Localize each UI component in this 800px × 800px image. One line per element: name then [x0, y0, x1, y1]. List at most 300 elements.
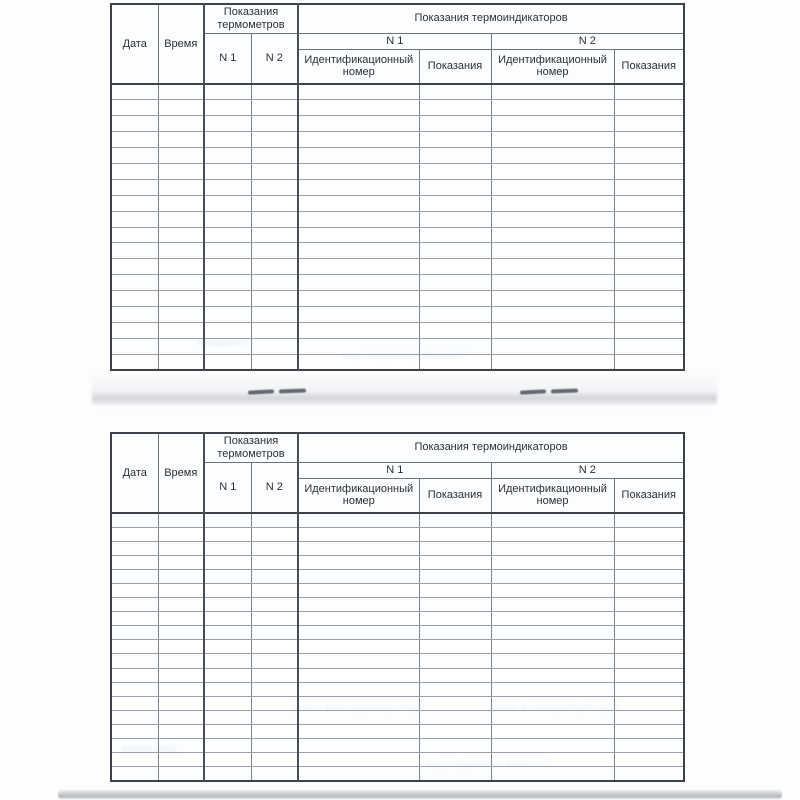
- empty-cell: [111, 541, 158, 555]
- empty-cell: [158, 626, 204, 640]
- empty-cell: [419, 243, 491, 259]
- empty-cell: [614, 259, 684, 275]
- table-row: [111, 84, 684, 100]
- header-cell-indicator-n1: N 1: [298, 33, 491, 49]
- empty-cell: [251, 598, 298, 612]
- empty-cell: [491, 626, 614, 640]
- header-cell-readings-n1: Показания: [419, 49, 491, 84]
- empty-cell: [419, 724, 491, 738]
- empty-cell: [204, 555, 251, 569]
- empty-cell: [298, 668, 419, 682]
- table-row: [111, 275, 684, 291]
- table-row: [111, 100, 684, 116]
- header-cell-readings-n2: Показания: [614, 478, 684, 513]
- header-cell-thermometer-n2: N 2: [251, 33, 298, 84]
- empty-cell: [419, 259, 491, 275]
- empty-cell: [111, 211, 158, 227]
- empty-cell: [419, 555, 491, 569]
- table-row: [111, 569, 684, 583]
- empty-cell: [204, 696, 251, 710]
- empty-cell: [204, 116, 251, 132]
- empty-cell: [204, 654, 251, 668]
- empty-cell: [251, 227, 298, 243]
- header-cell-time: Время: [158, 4, 204, 84]
- empty-cell: [614, 739, 684, 753]
- empty-cell: [251, 116, 298, 132]
- empty-cell: [204, 626, 251, 640]
- empty-cell: [204, 668, 251, 682]
- empty-cell: [491, 163, 614, 179]
- table-row: [111, 211, 684, 227]
- empty-cell: [491, 306, 614, 322]
- empty-cell: [204, 569, 251, 583]
- table-row: [111, 243, 684, 259]
- empty-cell: [491, 84, 614, 100]
- empty-cell: [614, 148, 684, 164]
- empty-cell: [491, 541, 614, 555]
- empty-cell: [491, 555, 614, 569]
- empty-cell: [251, 696, 298, 710]
- empty-cell: [491, 195, 614, 211]
- empty-cell: [158, 710, 204, 724]
- empty-cell: [158, 354, 204, 370]
- empty-cell: [614, 322, 684, 338]
- empty-cell: [419, 640, 491, 654]
- empty-cell: [111, 116, 158, 132]
- empty-cell: [614, 527, 684, 541]
- empty-cell: [251, 513, 298, 527]
- empty-cell: [158, 654, 204, 668]
- empty-cell: [491, 243, 614, 259]
- empty-cell: [111, 84, 158, 100]
- empty-cell: [251, 583, 298, 597]
- empty-cell: [204, 195, 251, 211]
- empty-cell: [298, 100, 419, 116]
- empty-cell: [419, 195, 491, 211]
- table-row: [111, 696, 684, 710]
- empty-cell: [419, 338, 491, 354]
- table-row: [111, 654, 684, 668]
- empty-cell: [419, 322, 491, 338]
- empty-cell: [419, 179, 491, 195]
- table-row: [111, 598, 684, 612]
- empty-cell: [614, 179, 684, 195]
- table-row: [111, 668, 684, 682]
- page-edge-shadow: [92, 372, 717, 406]
- empty-cell: [204, 710, 251, 724]
- empty-cell: [614, 682, 684, 696]
- empty-cell: [614, 541, 684, 555]
- empty-cell: [251, 527, 298, 541]
- empty-cell: [111, 179, 158, 195]
- empty-cell: [614, 569, 684, 583]
- empty-cell: [491, 354, 614, 370]
- empty-cell: [614, 640, 684, 654]
- empty-cell: [298, 195, 419, 211]
- scan-bottom-edge-band: [58, 790, 782, 799]
- table-row: [111, 710, 684, 724]
- empty-cell: [614, 598, 684, 612]
- empty-cell: [204, 753, 251, 767]
- table-row: [111, 682, 684, 696]
- empty-cell: [419, 275, 491, 291]
- empty-cell: [491, 322, 614, 338]
- empty-cell: [298, 696, 419, 710]
- empty-cell: [491, 682, 614, 696]
- empty-cell: [251, 195, 298, 211]
- empty-cell: [491, 598, 614, 612]
- empty-cell: [491, 513, 614, 527]
- empty-cell: [158, 163, 204, 179]
- empty-cell: [614, 668, 684, 682]
- empty-cell: [251, 710, 298, 724]
- header-cell-indicator-n2: N 2: [491, 462, 684, 478]
- temperature-log-table-bottom: [110, 432, 685, 782]
- empty-cell: [419, 626, 491, 640]
- empty-cell: [111, 306, 158, 322]
- empty-cell: [298, 322, 419, 338]
- empty-cell: [111, 527, 158, 541]
- empty-cell: [158, 569, 204, 583]
- empty-cell: [251, 148, 298, 164]
- empty-cell: [111, 654, 158, 668]
- empty-cell: [614, 338, 684, 354]
- empty-cell: [204, 84, 251, 100]
- empty-cell: [204, 598, 251, 612]
- empty-cell: [251, 163, 298, 179]
- empty-cell: [204, 211, 251, 227]
- empty-cell: [491, 724, 614, 738]
- empty-cell: [491, 291, 614, 307]
- empty-cell: [614, 354, 684, 370]
- empty-cell: [158, 338, 204, 354]
- empty-cell: [614, 612, 684, 626]
- empty-cell: [419, 211, 491, 227]
- empty-cell: [158, 148, 204, 164]
- empty-cell: [298, 682, 419, 696]
- empty-cell: [158, 179, 204, 195]
- empty-cell: [158, 640, 204, 654]
- empty-cell: [614, 753, 684, 767]
- table-row: [111, 338, 684, 354]
- header-cell-date: Дата: [111, 4, 158, 84]
- empty-cell: [158, 682, 204, 696]
- empty-cell: [111, 612, 158, 626]
- empty-cell: [491, 739, 614, 753]
- empty-cell: [204, 275, 251, 291]
- table-row: [111, 291, 684, 307]
- header-cell-date: Дата: [111, 433, 158, 513]
- empty-cell: [298, 259, 419, 275]
- table-row: [111, 739, 684, 753]
- empty-cell: [491, 259, 614, 275]
- table-row: [111, 753, 684, 767]
- table-row: [111, 148, 684, 164]
- empty-cell: [251, 555, 298, 569]
- empty-cell: [204, 583, 251, 597]
- empty-cell: [251, 291, 298, 307]
- table-row: [111, 116, 684, 132]
- table-row: [111, 612, 684, 626]
- empty-cell: [419, 513, 491, 527]
- table-row: [111, 132, 684, 148]
- header-cell-indicator-n1: N 1: [298, 462, 491, 478]
- empty-cell: [491, 338, 614, 354]
- empty-cell: [419, 84, 491, 100]
- empty-cell: [419, 668, 491, 682]
- empty-cell: [111, 132, 158, 148]
- header-cell-thermoindicators-group: Показания термоиндикаторов: [298, 4, 684, 33]
- empty-cell: [204, 243, 251, 259]
- empty-cell: [419, 132, 491, 148]
- empty-cell: [419, 227, 491, 243]
- empty-cell: [111, 640, 158, 654]
- empty-cell: [251, 259, 298, 275]
- empty-cell: [491, 211, 614, 227]
- empty-cell: [158, 555, 204, 569]
- empty-cell: [158, 116, 204, 132]
- table-row: [111, 322, 684, 338]
- empty-cell: [614, 132, 684, 148]
- empty-cell: [491, 668, 614, 682]
- empty-cell: [298, 306, 419, 322]
- empty-cell: [251, 211, 298, 227]
- empty-cell: [491, 100, 614, 116]
- empty-cell: [158, 598, 204, 612]
- empty-cell: [419, 654, 491, 668]
- empty-cell: [204, 612, 251, 626]
- empty-cell: [158, 291, 204, 307]
- empty-cell: [614, 767, 684, 781]
- empty-cell: [111, 569, 158, 583]
- empty-cell: [419, 710, 491, 724]
- empty-cell: [251, 668, 298, 682]
- empty-cell: [158, 306, 204, 322]
- empty-cell: [111, 243, 158, 259]
- empty-cell: [419, 541, 491, 555]
- empty-cell: [111, 513, 158, 527]
- empty-cell: [111, 148, 158, 164]
- empty-cell: [158, 259, 204, 275]
- empty-cell: [111, 227, 158, 243]
- table-row: [111, 555, 684, 569]
- table-body: [111, 513, 684, 781]
- table-row: [111, 195, 684, 211]
- empty-cell: [251, 569, 298, 583]
- empty-cell: [614, 211, 684, 227]
- header-cell-time: Время: [158, 433, 204, 513]
- header-cell-readings-n2: Показания: [614, 49, 684, 84]
- empty-cell: [298, 227, 419, 243]
- table-row: [111, 541, 684, 555]
- empty-cell: [111, 724, 158, 738]
- empty-cell: [251, 338, 298, 354]
- table-row: [111, 227, 684, 243]
- empty-cell: [251, 724, 298, 738]
- header-cell-thermometers-group: Показания термометров: [204, 4, 298, 33]
- empty-cell: [614, 84, 684, 100]
- empty-cell: [158, 583, 204, 597]
- empty-cell: [298, 291, 419, 307]
- empty-cell: [614, 116, 684, 132]
- empty-cell: [204, 724, 251, 738]
- empty-cell: [158, 132, 204, 148]
- empty-cell: [251, 322, 298, 338]
- empty-cell: [204, 541, 251, 555]
- empty-cell: [614, 163, 684, 179]
- empty-cell: [204, 306, 251, 322]
- empty-cell: [419, 583, 491, 597]
- empty-cell: [614, 654, 684, 668]
- empty-cell: [204, 354, 251, 370]
- empty-cell: [614, 100, 684, 116]
- table-row: [111, 354, 684, 370]
- empty-cell: [251, 654, 298, 668]
- empty-cell: [204, 227, 251, 243]
- table-header: [111, 433, 684, 513]
- empty-cell: [614, 306, 684, 322]
- empty-cell: [158, 84, 204, 100]
- empty-cell: [298, 753, 419, 767]
- empty-cell: [111, 195, 158, 211]
- empty-cell: [158, 541, 204, 555]
- empty-cell: [298, 569, 419, 583]
- empty-cell: [614, 724, 684, 738]
- empty-cell: [614, 227, 684, 243]
- table-row: [111, 626, 684, 640]
- empty-cell: [204, 291, 251, 307]
- empty-cell: [251, 243, 298, 259]
- empty-cell: [251, 626, 298, 640]
- temperature-log-table-top: [110, 3, 685, 371]
- empty-cell: [111, 753, 158, 767]
- empty-cell: [204, 100, 251, 116]
- empty-cell: [111, 322, 158, 338]
- empty-cell: [614, 696, 684, 710]
- empty-cell: [298, 640, 419, 654]
- header-cell-id-number-n1: Идентификационный номер: [298, 49, 419, 84]
- empty-cell: [491, 527, 614, 541]
- empty-cell: [158, 612, 204, 626]
- empty-cell: [298, 767, 419, 781]
- empty-cell: [158, 275, 204, 291]
- empty-cell: [298, 84, 419, 100]
- empty-cell: [298, 739, 419, 753]
- empty-cell: [419, 682, 491, 696]
- empty-cell: [158, 724, 204, 738]
- empty-cell: [298, 710, 419, 724]
- empty-cell: [298, 555, 419, 569]
- empty-cell: [491, 753, 614, 767]
- empty-cell: [251, 612, 298, 626]
- table-row: [111, 583, 684, 597]
- empty-cell: [251, 179, 298, 195]
- empty-cell: [491, 612, 614, 626]
- empty-cell: [158, 696, 204, 710]
- empty-cell: [298, 338, 419, 354]
- empty-cell: [419, 306, 491, 322]
- empty-cell: [419, 163, 491, 179]
- empty-cell: [298, 513, 419, 527]
- empty-cell: [491, 132, 614, 148]
- empty-cell: [158, 100, 204, 116]
- empty-cell: [298, 163, 419, 179]
- empty-cell: [111, 583, 158, 597]
- empty-cell: [111, 767, 158, 781]
- empty-cell: [298, 148, 419, 164]
- empty-cell: [491, 710, 614, 724]
- empty-cell: [251, 739, 298, 753]
- empty-cell: [251, 354, 298, 370]
- empty-cell: [204, 132, 251, 148]
- header-cell-thermometer-n1: N 1: [204, 33, 251, 84]
- header-cell-id-number-n1: Идентификационный номер: [298, 478, 419, 513]
- table-row: [111, 306, 684, 322]
- empty-cell: [491, 654, 614, 668]
- empty-cell: [158, 739, 204, 753]
- empty-cell: [614, 195, 684, 211]
- empty-cell: [251, 132, 298, 148]
- empty-cell: [158, 243, 204, 259]
- empty-cell: [298, 211, 419, 227]
- empty-cell: [614, 513, 684, 527]
- empty-cell: [419, 527, 491, 541]
- table-row: [111, 179, 684, 195]
- empty-cell: [251, 275, 298, 291]
- empty-cell: [204, 163, 251, 179]
- empty-cell: [491, 148, 614, 164]
- empty-cell: [298, 243, 419, 259]
- empty-cell: [204, 148, 251, 164]
- empty-cell: [298, 132, 419, 148]
- header-cell-thermometers-group: Показания термометров: [204, 433, 298, 462]
- empty-cell: [298, 354, 419, 370]
- empty-cell: [491, 767, 614, 781]
- table-row: [111, 513, 684, 527]
- empty-cell: [614, 275, 684, 291]
- empty-cell: [204, 527, 251, 541]
- empty-cell: [491, 227, 614, 243]
- empty-cell: [204, 322, 251, 338]
- empty-cell: [204, 682, 251, 696]
- empty-cell: [491, 696, 614, 710]
- empty-cell: [204, 640, 251, 654]
- header-cell-id-number-n2: Идентификационный номер: [491, 49, 614, 84]
- empty-cell: [491, 583, 614, 597]
- empty-cell: [298, 612, 419, 626]
- empty-cell: [251, 682, 298, 696]
- empty-cell: [111, 696, 158, 710]
- empty-cell: [251, 767, 298, 781]
- table-row: [111, 527, 684, 541]
- empty-cell: [158, 527, 204, 541]
- empty-cell: [158, 195, 204, 211]
- header-cell-thermoindicators-group: Показания термоиндикаторов: [298, 433, 684, 462]
- empty-cell: [298, 583, 419, 597]
- empty-cell: [614, 626, 684, 640]
- empty-cell: [491, 569, 614, 583]
- table-row: [111, 640, 684, 654]
- header-cell-thermometer-n2: N 2: [251, 462, 298, 513]
- header-cell-indicator-n2: N 2: [491, 33, 684, 49]
- empty-cell: [419, 598, 491, 612]
- empty-cell: [111, 739, 158, 753]
- empty-cell: [614, 555, 684, 569]
- empty-cell: [491, 640, 614, 654]
- empty-cell: [491, 116, 614, 132]
- empty-cell: [251, 84, 298, 100]
- empty-cell: [419, 291, 491, 307]
